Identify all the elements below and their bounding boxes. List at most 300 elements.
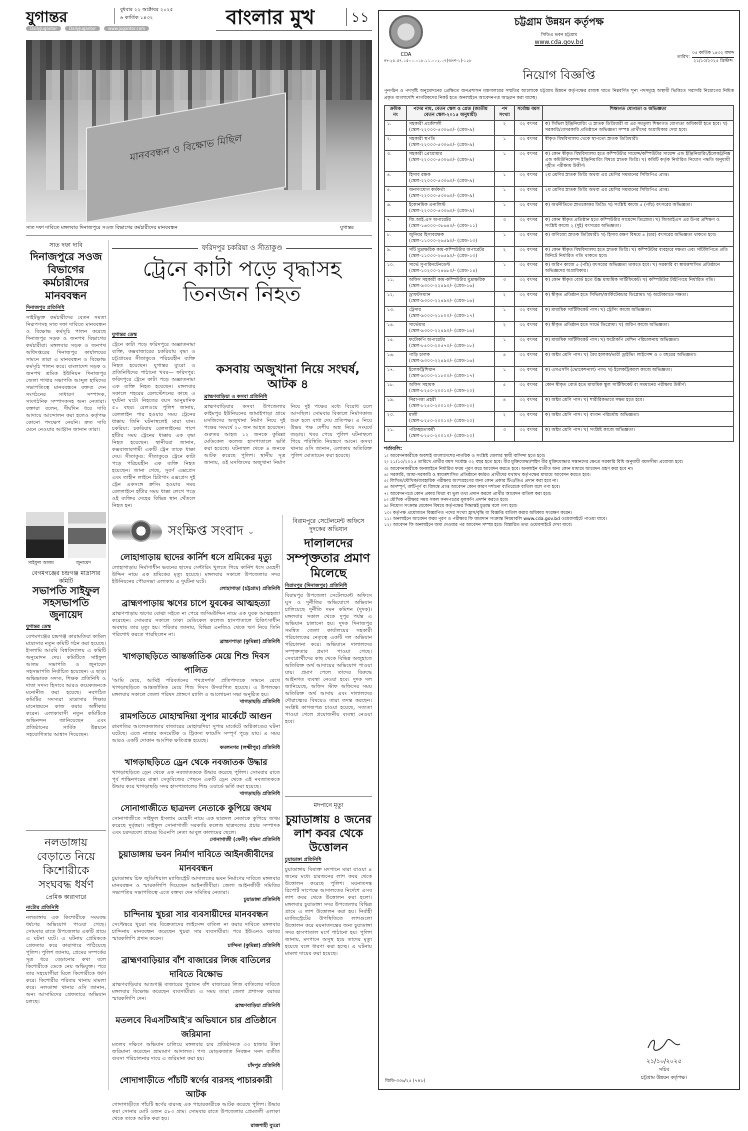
brief-item xyxy=(112,1074,280,1131)
qualification: ক) অষ্টম শ্রেণি পাস। খ) বৈধ হালকা/ভারী ড্রাইভিং লাইসেন্স ও ৩ বছরের অভিজ্ঞতা। xyxy=(543,352,734,367)
qualification: ক) অষ্টম শ্রেণি পাস। খ) শারীরিকভাবে সক্ষম হতে হবে। xyxy=(543,397,734,412)
max-age: ৩২ বৎসর xyxy=(515,187,543,202)
max-age: ৩২ বৎসর xyxy=(515,322,543,337)
byline: দিনাজপুর প্রতিনিধি xyxy=(26,305,65,311)
banner-text: মানববন্ধন ও বিক্ষোভ মিছিল xyxy=(129,133,243,164)
person-name-1: সাইফুল আলম xyxy=(28,561,54,566)
brief-title[interactable]: ব্রাহ্মণপাড়ায় ঋণের চাপে যুবকের আত্মহত্যা xyxy=(121,599,271,609)
max-age: ৩২ বৎসর xyxy=(515,202,543,217)
signature-date: ২১/১০/২০২৫ xyxy=(646,1058,682,1065)
serial: ১. xyxy=(385,121,407,136)
pay-scale: (স্কেল-৯৩০০-২২৪৯০/- (গ্রেড-১৬) xyxy=(409,284,475,289)
serial: ৬. xyxy=(385,202,407,217)
briefs-title: সংক্ষিপ্ত সংবাদ xyxy=(168,523,244,539)
vacancy-row xyxy=(385,187,734,202)
brief-item xyxy=(112,551,280,594)
lead-story xyxy=(112,242,372,311)
post xyxy=(407,367,495,382)
byline: বিরামপুর (দিনাজপুর) প্রতিনিধি xyxy=(285,583,348,589)
brief-title[interactable]: গোদাগাড়ীতে পাঁচটি স্বর্ণের বারসহ পাচারকারী আটক xyxy=(119,1076,273,1100)
qualification: ২য় শ্রেণির স্নাতক ডিগ্রি অথবা এর শ্রেণির সমমানের সিজিপিএ প্রাপ্ত। xyxy=(543,172,734,187)
brief-source: খাগড়াছড়ি প্রতিনিধি xyxy=(239,699,280,705)
serial: ৩. xyxy=(385,151,407,172)
vacancy-row xyxy=(385,202,734,217)
signatory-org: চট্টগ্রাম উন্নয়ন কর্তৃপক্ষ। xyxy=(640,1075,688,1081)
twitter-handle[interactable]: DailyJugantor xyxy=(26,26,61,31)
brief-body: 'আমি মেয়ে, আমিই পরিবর্তনের পথপ্রদর্শক' প্রতিপাদ্যকে সামনে রেখে খাগড়াছড়িতে আন্তর্জাতিক মেয়ে শিশু দিবস উদযাপিত হয়েছে। এ উপলক্ষ্যে মঙ্গলবার সকালে জেলা পরিষদ প্রাঙ্গণে র‌্যালি ও আলোচনা সভা অনুষ্ঠিত হয়। xyxy=(112,678,280,698)
headline[interactable]: নলডাঙ্গায় বেড়াতে নিয়ে কিশোরীকে সংঘবদ্ধ ধর্ষণ xyxy=(36,836,96,891)
qualification: ক) কোন স্বীকৃত প্রতিষ্ঠান হতে কম্পিউটার সায়েন্সে ডিপ্লোমা। খ) জিআইএস এর উপর প্রশিক্ষণ ও সংশ্লিষ্ট কাজে ২ (দুই) বৎসরের অভিজ্ঞতা। xyxy=(543,217,734,232)
vacancy-row xyxy=(385,397,734,412)
post-count: ২ xyxy=(495,247,515,262)
byline: চুয়াডাঙ্গা প্রতিনিধি xyxy=(285,857,322,863)
pay-scale: (স্কেল-৯৩০০-২২৪৯০/- (গ্রেড-১৬) xyxy=(409,329,475,334)
website-link[interactable]: www.jugantor.com xyxy=(104,26,149,31)
vacancy-row xyxy=(385,121,734,136)
vacancy-row xyxy=(385,151,734,172)
brief-title[interactable]: খাগড়াছড়িতে ড্রেন থেকে নবজাতক উদ্ধার xyxy=(124,758,268,768)
brief-body: সেপ্টেম্বরে খুচরা সার বিক্রেতাদের লাইসেন্স বাতিল না করার দাবিতে মঙ্গলবার চান্দিনায় মানববন্ধন করেছেন খুচরা সার ব্যবসায়ীরা। পরে ইউএনও বরাবর স্মারকলিপি প্রদান করেন। xyxy=(112,922,280,942)
brief-title[interactable]: লোহাগাড়ায় ছাদের কার্নিশ ধসে শ্রমিকের মৃত্যু xyxy=(120,553,272,563)
qualification: ক) জরিপ কাজে ৫ (পাঁচ) বৎসরের অভিজ্ঞতা থাকতে হবে। খ) সরকারি বা স্বায়ত্তশাসিত প্রতিষ্ঠানে অভিজ্ঞদের অগ্রাধিকার। xyxy=(543,262,734,277)
article-body: চুয়াডাঙ্গায় বিষাক্ত মদপানে মারা যাওয়া ৪ জনের মধ্যে চারজনের লাশ কবর থেকে উত্তোলন করেছে পুলিশ। ময়নাতদন্ত রিপোর্ট সাপেক্ষে আদালতের নির্দেশে এসব লাশ কবর থেকে উত্তোলন করা হলো। মঙ্গলবার চুয়াডাঙ্গা সদর উপজেলার বিভিন্ন গ্রামে এ লাশ উত্তোলন করা হয়। নির্বাহী ম্যাজিস্ট্রেটের উপস্থিতিতে লাশগুলো উত্তোলন করে ময়নাতদন্তের জন্য চুয়াডাঙ্গা সদর হাসপাতাল মর্গে পাঠানো হয়। পুলিশ জানায়, মদপানে অসুস্থ হয়ে তাদের মৃত্যু হয়েছে বলে ধারণা করা হচ্ছে। এ ঘটনায় মামলা দায়ের করা হয়েছে। xyxy=(285,867,372,957)
qualification: ক) কোন স্বীকৃত বিশ্ববিদ্যালয় হতে স্নাতক ডিগ্রি। খ) কম্পিউটার ব্যবহারে দক্ষতা এবং সাঁটলিপিতে প্রতি মিনিটে নির্ধারিত গতি থাকতে হবে। xyxy=(543,247,734,262)
brief-item xyxy=(112,597,280,647)
post-name: সাঁট মুদ্রাক্ষরিক কাম-কম্পিউটার অপারেটর xyxy=(409,248,485,253)
condition-item: ৩। আবেদনকারীকে অনলাইনে নির্ধারিত ফরম পূরণ করে আবেদন করতে হবে। অনলাইন ব্যতীত অন্য কোন মাধ্যমে আবেদন গ্রহণ করা হবে না। xyxy=(384,466,634,472)
condition-item: ৬। অসম্পূর্ণ, ত্রুটিপূর্ণ বা বিলম্বে প্রাপ্ত আবেদন কোন কারণ দর্শানো ব্যতিরেকে বাতিল বলে গণ্য হবে। xyxy=(384,485,561,491)
max-age: ৩২ বৎসর xyxy=(515,382,543,397)
qualification: ক) স্বীকৃত প্রতিষ্ঠান হতে সার্ভে ডিপ্লোমা। খ) জরিপ কাজে অভিজ্ঞতা। xyxy=(543,322,734,337)
brief-title[interactable]: মতলবে বিএসটিআই'র অভিযানে চার প্রতিষ্ঠানে জরিমানা xyxy=(115,1016,277,1040)
post-name: মালী xyxy=(409,413,418,418)
qualification: ক) মাধ্যমিক সার্টিফিকেট পাস। খ) ট্রেসিং কাজে অভিজ্ঞতা। xyxy=(543,307,734,322)
page-number: ১১ xyxy=(351,10,370,26)
story-naldanga xyxy=(26,836,106,1090)
post-name: পরিচ্ছন্নতাকর্মী xyxy=(409,428,435,433)
pen-icon xyxy=(112,524,162,540)
post-name: সার্ভে সুপারিনটেনডেন্ট xyxy=(409,263,451,268)
article-body: ট্রেনে কাটা পড়ে ফরিদপুরে অজ্ঞাতনামা ব্যক্তি, কক্সবাজারের চকরিয়ায় বৃদ্ধা ও চট্টগ্রামের সীতাকুণ্ডে পরিচয়হীন ব্যক্তি নিহত হয়েছেন। যুগান্তর ব্যুরো ও প্রতিনিধিদের পাঠানো খবর— ফরিদপুর: ফরিদপুরে ট্রেনে কাটা পড়ে অজ্ঞাতনামা এক ব্যক্তি নিহত হয়েছেন। মঙ্গলবার সকালে শহরের রেলস্টেশনের কাছে এ দুর্ঘটনা ঘটে। নিহতের বয়স আনুমানিক ৫০ বছর। রেলওয়ে পুলিশ জানায়, রেললাইন পার হওয়ার সময় ট্রেনের ধাক্কায় তিনি ঘটনাস্থলেই মারা যান। চকরিয়া: চকরিয়ায় রেললাইনের পাশে হাঁটার সময় ট্রেনের ধাক্কায় এক বৃদ্ধা নিহত হয়েছেন। স্থানীয়রা জানান, কক্সবাজারগামী একটি ট্রেন তাকে ধাক্কা দেয়। সীতাকুণ্ড: সীতাকুণ্ডে ট্রেনে কাটা পড়ে পরিচয়হীন এক ব্যক্তি নিহত হয়েছেন। জানা গেছে, সুবর্ণ এক্সপ্রেস এবং তাহীন লাইনে চিটাগাং এক্সপ্রেস দুই ট্রেন একসঙ্গে ক্রসিং হওয়ার সময় রেললাইনে হাঁটার সময় ধাক্কা লেগে পড়ে ওই ব্যক্তির দেহের বিভিন্ন স্থান থেঁতলে নিহত হন। xyxy=(112,342,196,509)
post-count: ৫ xyxy=(495,382,515,397)
signature xyxy=(619,1037,709,1083)
condition-item: ৫। লিখিত/মৌখিক/ব্যবহারিক পরীক্ষায় অংশগ্রহণের জন্য কোন প্রকার টিএ/ডিএ প্রদান করা হবে না। xyxy=(384,479,558,485)
post-name: সহকারী স্থপতি xyxy=(409,137,436,142)
qualification: ক) স্বীকৃত প্রতিষ্ঠান হতে সিভিল/আর্কিটেকচার ডিপ্লোমা। খ) অটোক্যাডে দক্ষতা। xyxy=(543,292,734,307)
byline: যুগান্তর ডেস্ক xyxy=(26,624,51,630)
pay-scale: (স্কেল-৮২৫০-২০০১০/- (গ্রেড-২০) xyxy=(409,404,475,409)
brief-title[interactable]: খাগড়াছড়িতে আন্তর্জাতিক মেয়ে শিশু দিবস পালিত xyxy=(122,652,270,676)
post-count: ৩ xyxy=(495,277,515,292)
org-website[interactable]: www.cda.gov.bd xyxy=(534,39,584,46)
post xyxy=(407,322,495,337)
headline[interactable]: কসবায় অজুখানা নিয়ে সংঘর্ষ, আটক ৪ xyxy=(216,362,360,391)
pay-scale: (স্কেল-৮২৫০-২০০১০/- (গ্রেড-২০) xyxy=(409,389,475,394)
condition-item: ১। আবেদনকারীকে অবশ্যই বাংলাদেশের নাগরিক ও সংশ্লিষ্ট জেলার স্থায়ী বাসিন্দা হতে হবে। xyxy=(384,454,546,459)
pay-scale: (স্কেল-২২০০০-৫৩০৬০/- (গ্রেড-৯) xyxy=(409,143,475,148)
vacancy-table xyxy=(384,105,734,442)
cda-logo: CDA xyxy=(389,15,423,49)
post-count: ২ xyxy=(495,292,515,307)
brief-source: চাঁদপুর প্রতিনিধি xyxy=(247,1063,280,1069)
max-age: ৩২ বৎসর xyxy=(515,217,543,232)
vacancy-row xyxy=(385,307,734,322)
post-count: ২ xyxy=(495,121,515,136)
pay-scale: (স্কেল-২২০০০-৫৩০৬০/- (গ্রেড-৯) xyxy=(409,209,475,214)
serial: ৫. xyxy=(385,187,407,202)
pay-scale: (স্কেল-১১০০০-২৬৫৯০/- (গ্রেড-১৩) xyxy=(409,239,478,244)
person-name-2: জুনায়েদ xyxy=(76,561,91,566)
col-post: পদের নাম, বেতন স্কেল ও গ্রেড (জাতীয় বেতন স্কেল-২০১৫ অনুযায়ী) xyxy=(407,106,495,121)
post xyxy=(407,151,495,172)
pay-scale: (স্কেল-২২০০০-৫৩০৬০/- (গ্রেড-৯) xyxy=(409,128,475,133)
post-name: ইলেকট্রিশিয়ান xyxy=(409,368,436,373)
max-age: ৩২ বৎসর xyxy=(515,307,543,322)
brief-body: মতলব দক্ষিণে অভিযান চালিয়ে মঙ্গলবার চার প্রতিষ্ঠানকে ৩৩ হাজার টাকা জরিমানা করেছেন ভ্রাম্যমাণ আদালত। পণ্য মোড়কজাত নিবন্ধন সনদ ব্যতীত ব্যবসা পরিচালনার দায়ে এ জরিমানা করা হয়। xyxy=(112,1042,280,1062)
post-count: ১ xyxy=(495,232,515,247)
post-name: জি.আই.এস অপারেটর xyxy=(409,218,451,223)
pay-scale: (স্কেল-৯৩০০-২২৪৯০/- (গ্রেড-১৬) xyxy=(409,299,475,304)
serial: ১৩. xyxy=(385,307,407,322)
pay-scale: (স্কেল-৯০০০-২১৮০০/- (গ্রেড-১৭) xyxy=(409,314,475,319)
pay-scale: (স্কেল-৯৩০০-২২৪৯০/- (গ্রেড-১৬) xyxy=(409,359,475,364)
qualification: ক) অষ্টম শ্রেণি পাস। খ) বাগান পরিচর্যায় অভিজ্ঞতা। xyxy=(543,412,734,427)
issue-date: বুধবার ২২ অক্টোবর ২০২৫ xyxy=(120,7,174,13)
lead-headline[interactable]: ট্রেনে কাটা পড়ে বৃদ্ধাসহ তিনজন নিহত xyxy=(142,257,342,306)
vacancy-row xyxy=(385,172,734,187)
vacancy-row xyxy=(385,247,734,262)
brief-item xyxy=(112,802,280,845)
post xyxy=(407,292,495,307)
qualification: ক) এসএসসি (ভোকেশনাল) পাস। খ) ইলেকট্রিক্যাল কাজে অভিজ্ঞতা। xyxy=(543,367,734,382)
max-age: ৩২ বৎসর xyxy=(515,151,543,172)
post xyxy=(407,172,495,187)
post-name: অফিস সহকারী কাম-কম্পিউটার মুদ্রাক্ষরিক xyxy=(409,278,486,283)
issue-date-bn: ৬ কার্তিক ১৪৩২ xyxy=(120,15,154,21)
post xyxy=(407,187,495,202)
headline[interactable]: দালালদের সম্পৃক্ততার প্রমাণ মিলেছে xyxy=(286,536,371,580)
brief-body: গোদাগাড়ীতে পাঁচটি স্বর্ণের বারসহ এক পাচারকারীকে আটক করেছে পুলিশ। উদ্ধার করা সোনার মোট ওজন ৫৮৩ গ্রাম। সোমবার রাতে উপজেলার প্রেমতলী এলাকা থেকে তাকে আটক করা হয়। xyxy=(112,1102,280,1122)
post-count: ২ xyxy=(495,322,515,337)
condition-item: ৯। নিয়োগ সংক্রান্ত যেকোন বিষয়ে কর্তৃপক্ষের সিদ্ধান্তই চূড়ান্ত বলে গণ্য হবে। xyxy=(384,504,518,510)
post xyxy=(407,412,495,427)
pay-scale: (স্কেল-২২০০০-৫৩০৬০/- (গ্রেড-৯) xyxy=(409,158,475,163)
briefs-list xyxy=(112,548,280,1129)
date-en: ২১/১০/২০২৫ খ্রিস্টাব্দ xyxy=(693,59,733,64)
brief-title[interactable]: চুয়াডাঙ্গায় ভবন নির্মাণ দাবিতে আইনজীবীদের মানববন্ধন xyxy=(118,850,274,874)
post-name: অফিস সহায়ক xyxy=(409,383,435,388)
serial: ১৮. xyxy=(385,382,407,397)
byline: যুগান্তর ডেস্ক xyxy=(112,332,137,338)
max-age: ৩২ বৎসর xyxy=(515,427,543,442)
byline: ব্রাহ্মণবাড়িয়া ও কসবা প্রতিনিধি xyxy=(204,394,268,400)
qualification: ক) কোন স্বীকৃত বোর্ড হতে উচ্চ মাধ্যমিক সার্টিফিকেট। খ) কম্পিউটার টাইপিংয়ে নির্ধারিত গতি। xyxy=(543,277,734,292)
max-age: ৩২ বৎসর xyxy=(515,352,543,367)
brief-source: চুয়াডাঙ্গা প্রতিনিধি xyxy=(243,897,280,903)
serial: ২০. xyxy=(385,412,407,427)
post xyxy=(407,247,495,262)
serial: ১১. xyxy=(385,277,407,292)
article-body: নলডাঙ্গায় এক কিশোরীকে সংঘবদ্ধ ধর্ষণের অভিযোগ পাওয়া গেছে। সোমবার রাতে উপজেলার একটি গ্রামে এ ঘটনা ঘটে। এ ঘটনায় প্রেমিককে গ্রেফতার করে কারাগারে পাঠিয়েছে পুলিশ। পুলিশ জানায়, প্রেমের সম্পর্কের সূত্র ধরে বেড়ানোর কথা বলে কিশোরীকে ডেকে নেয় অভিযুক্ত। পরে তার সহযোগীরা মিলে কিশোরীকে ধর্ষণ করে। কিশোরীর পরিবার থানায় মামলা করে। নলডাঙ্গা থানার ওসি জানান, অন্য আসামিদের গ্রেফতারে অভিযান চলছে। xyxy=(26,915,106,1005)
vacancy-row xyxy=(385,277,734,292)
serial: ৭. xyxy=(385,217,407,232)
article-body: ব্রাহ্মণবাড়িয়ার কসবা উপজেলার কাইমপুর ইউনিয়নের জামাইপাড়া গ্রামে মসজিদের অজুখানা নির্মাণ নিয়ে দুই পক্ষের সংঘর্ষে ২০ জন আহত হয়েছেন। গুরুতর আহত ১২ জনকে কুমিল্লা মেডিকেল কলেজ হাসপাতালে ভর্তি করা হয়েছে। ঘটনাস্থল থেকে ৪ জনকে আটক করেছে পুলিশ। স্থানীয় সূত্র জানায়, ওই মসজিদের অজুখানা নির্মাণ নিয়ে দুই পক্ষের মধ্যে বিরোধ চলে আসছিল। সোমবার বিকালে নির্মাণকাজ শুরু হলে বাধা দেয় প্রতিপক্ষ। এ নিয়ে উভয় পক্ষ দেশীয় অস্ত্র নিয়ে সংঘর্ষে জড়ায়। খবর পেয়ে পুলিশ ঘটনাস্থলে গিয়ে পরিস্থিতি নিয়ন্ত্রণে আনে। কসবা থানার ওসি জানান, এলাকায় অতিরিক্ত পুলিশ মোতায়েন করা হয়েছে। xyxy=(204,404,372,466)
brief-item xyxy=(112,650,280,707)
post xyxy=(407,337,495,352)
vacancy-row xyxy=(385,262,734,277)
signatory-title: সচিব xyxy=(658,1067,670,1073)
pay-scale: (স্কেল-৮২৫০-২০০১০/- (গ্রেড-২০) xyxy=(409,434,475,439)
brief-item xyxy=(112,1014,280,1071)
max-age: ৩২ বৎসর xyxy=(515,262,543,277)
post-count: ১ xyxy=(495,202,515,217)
kicker: বিরামপুরে সেটেলমেন্ট অফিসে দুদকের অভিযান xyxy=(292,518,365,533)
qualification: ক) সিভিল ইঞ্জিনিয়ারিং এ স্নাতক ডিগ্রিধারী বা এর সমতুল্য শিক্ষাগত যোগ্যতা অধিকারী হতে হবে। খ) সরকারি/বেসরকারি প্রতিষ্ঠানে অভিজ্ঞতা সম্পন্ন প্রার্থীদের অগ্রাধিকার দেয়া হবে। xyxy=(543,121,734,136)
serial: ১৪. xyxy=(385,322,407,337)
post-name: গাড়ি চালক xyxy=(409,353,430,358)
post-count: ২ xyxy=(495,412,515,427)
story-chuadanga xyxy=(285,800,372,1090)
post-name: হিসাব রক্ষক xyxy=(409,173,431,178)
post xyxy=(407,217,495,232)
post-count: ৩ xyxy=(495,217,515,232)
post xyxy=(407,202,495,217)
newspaper-logo: যুগান্তর xyxy=(26,8,68,26)
pay-scale: (স্কেল-১৬০০০-৩৮৬৪০/- (গ্রেড-১১) xyxy=(409,224,478,229)
qualification: ২য় শ্রেণির স্নাতক ডিগ্রি অথবা এর শ্রেণির সমমানের সিজিপিএ প্রাপ্ত। xyxy=(543,187,734,202)
post-name: ফটোকপি অপারেটর xyxy=(409,338,445,343)
col-serial: ক্রমিক নং xyxy=(385,106,407,121)
date-label: তারিখ: xyxy=(677,55,690,60)
pay-scale: (স্কেল-১১০০০-২৬৫৯০/- (গ্রেড-১৩) xyxy=(409,254,478,259)
post-count: ১ xyxy=(495,136,515,151)
max-age: ৩২ বৎসর xyxy=(515,412,543,427)
vacancy-row xyxy=(385,427,734,442)
photo-caption: সাত দফা দাবিতে মঙ্গলবার দিনাজপুরে সওজ বিভাগের কর্মচারীদের মানববন্ধন xyxy=(26,225,178,231)
brief-body: ব্রাহ্মণবাড়িয়ার আশুগঞ্জ বাজারের পুরাতন বাঁশ বাজারের লিজ বাতিলের দাবিতে মঙ্গলবার বিক্ষোভ করেছেন ব্যবসায়ীরা। এ সময় তারা জেলা প্রশাসক বরাবর স্মারকলিপি দেন। xyxy=(112,982,280,1002)
condition-item: ৪। সরকারি, আধা-সরকারি ও স্বায়ত্তশাসিত প্রতিষ্ঠানে কর্মরত প্রার্থীদের যথাযথ কর্তৃপক্ষের মাধ্যমে আবেদন করতে হবে। xyxy=(384,472,591,478)
qualification: ক) বাণিজ্যে স্নাতক ডিগ্রিধারী। খ) হিসাব রক্ষণ বিষয়ে ৪ (চার) বৎসরের অভিজ্ঞতা থাকতে হবে। xyxy=(543,232,734,247)
kicker: মদপানে মৃত্যু xyxy=(313,802,344,809)
serial: ৪. xyxy=(385,172,407,187)
memo-number: নং-২৫.৫৭.১৫০০.০১৮.১১.০০২.০৭(অংশ-১)-১২৮ xyxy=(384,58,472,63)
post-name: ড্রাফটসম্যান xyxy=(409,293,431,298)
post-name: সার্ভেয়ার xyxy=(409,323,426,328)
subhead: প্রেমিক কারাগারে xyxy=(45,894,87,901)
max-age: ৩২ বৎসর xyxy=(515,337,543,352)
vacancy-row xyxy=(385,412,734,427)
condition-item: ১১। অনলাইনে আবেদন ফরম পূরণ ও পরীক্ষার ফি জমাদান সংক্রান্ত নিয়মাবলি www.cda.gov.bd ওয়েবসাইটে পাওয়া যাবে। xyxy=(384,516,607,522)
condition-item: ৮। মৌখিক পরীক্ষার সময় সকল সনদপত্রের মূলকপি প্রদর্শন করতে হবে। xyxy=(384,498,509,504)
post xyxy=(407,262,495,277)
kicker: ফরিদপুর চকরিয়া ও সীতাকুণ্ড xyxy=(201,244,283,252)
condition-item: ২। ২১/১০/২০২৫ তারিখে প্রার্থীর বয়স সর্বোচ্চ ৩২ বছর হতে হবে। বীর মুক্তিযোদ্ধা/শহিদ বীর মুক্তিযোদ্ধার সন্তানদের ক্ষেত্রে সরকারি বিধি অনুযায়ী বয়সসীমা প্রযোজ্য হবে। xyxy=(384,460,684,466)
post-name: জুনিয়র হিসাবরক্ষক xyxy=(409,233,444,238)
briefs-banner xyxy=(112,518,280,546)
max-age: ৩২ বৎসর xyxy=(515,232,543,247)
post-count: ১ xyxy=(495,337,515,352)
notice-intro: পুনর্গঠন ও পদসৃষ্টি অনুমোদনের প্রেক্ষিতে জনপ্রশাসন মন্ত্রণালয়ের সম্মতির আলোকে চট্টগ্রাম উন্নয়ন কর্তৃপক্ষের রাজস্ব খাতে নিম্নবর্ণিত শূন্য পদসমূহে অস্থায়ী ভিত্তিতে সরাসরি নিয়োগের নিমিত্ত প্রকৃত বাংলাদেশি নাগরিকদের নিকট হতে অনলাইনে আবেদনপত্র আহ্বান করা যাচ্ছে। xyxy=(384,89,734,101)
post-count: ১ xyxy=(495,367,515,382)
notice-title: নিয়োগ বিজ্ঞপ্তি xyxy=(522,68,596,82)
post-name: ইকোনমিক এনালিস্ট xyxy=(409,203,446,208)
serial: ৮. xyxy=(385,232,407,247)
article-body: সাইটভুক্ত কর্মচারীদের বেতন সমতা নিরূপণসহ সাত দফা দাবিতে মানববন্ধন ও বিক্ষোভ কর্মসূচি পালন করেছে দিনাজপুর সড়ক ও জনপথ বিভাগের কর্মচারীরা। মঙ্গলবার সড়ক ও জনপথ অধিদপ্তরের দিনাজপুর কার্যালয়ের সামনে তারা এ মানববন্ধন ও বিক্ষোভ কর্মসূচি পালন করে। বাংলাদেশ সড়ক ও জনপথ শ্রমিক ইউনিয়ন দিনাজপুর জেলা শাখার সভাপতি আব্দুল হামিদের সভাপতিত্বে মানববন্ধনে বক্তব্য দেন সংগঠনের সাধারণ সম্পাদক, সাংগঠনিক সম্পাদকসহ অন্য নেতারা। বক্তারা বলেন, দীর্ঘদিন ধরে দাবি আদায়ে আন্দোলন করা হলেও কর্তৃপক্ষ কোনো পদক্ষেপ নেয়নি। দ্রুত দাবি মেনে নেওয়ার আহ্বান জানান তারা। xyxy=(26,315,106,433)
gd-code: জিডি-৩৩৬/২৫ (৭×৮) xyxy=(385,1079,426,1084)
max-age: ৩২ বৎসর xyxy=(515,397,543,412)
job-notice xyxy=(378,10,740,1090)
photo-credit: যুগান্তর xyxy=(340,225,354,231)
brief-item xyxy=(112,954,280,1011)
signature-scribble xyxy=(644,1038,684,1052)
max-age: ৩২ বৎসর xyxy=(515,121,543,136)
col-age: সর্বোচ্চ বয়স xyxy=(515,106,543,121)
post-count: ১ xyxy=(495,307,515,322)
story-begumganj xyxy=(26,570,106,825)
org-sub: সিডিএ ভবন চট্টগ্রাম xyxy=(540,33,578,38)
post-count: ১ xyxy=(495,151,515,172)
qualification: কোন স্বীকৃত বোর্ড হতে মাধ্যমিক স্কুল সার্টিফিকেট বা সমমানের পরীক্ষায় উত্তীর্ণ। xyxy=(543,382,734,397)
brief-body: ব্রাহ্মণপাড়ায় ঋণের বোঝা সইতে না পেরে জসিমউদ্দিন নামে এক যুবক আত্মহত্যা করেছেন। সোমবার সকালে ঢাকা মেডিকেল কলেজ হাসপাতালে চিকিৎসাধীন অবস্থায় তার মৃত্যু হয়। পরিবার জানায়, বিভিন্ন এনজিও থেকে ঋণ নিয়ে তিনি পরিশোধ করতে পারছিলেন না। xyxy=(112,611,280,638)
vacancy-row xyxy=(385,382,734,397)
col-qualification: শিক্ষাগত যোগ্যতা ও অভিজ্ঞতা xyxy=(543,106,734,121)
qualification: ক) অষ্টম শ্রেণি পাস। খ) সংশ্লিষ্ট কাজে অভিজ্ঞতা। xyxy=(543,427,734,442)
qualification: ক) কোন স্বীকৃত বিশ্ববিদ্যালয় হতে কম্পিউটার সায়েন্স/কম্পিউটার সায়েন্স এন্ড ইঞ্জিনিয়ারিং/ইলেকট্রনিক্স এন্ড কমিউনিকেশন্স ইঞ্জিনিয়ারিং বিষয়ে স্নাতক ডিগ্রি। খ) কমিটি কর্তৃক নির্ধারিত নিয়োগ পদ্ধতি অনুযায়ী গৃহীত পরীক্ষায় উত্তীর্ণ। xyxy=(543,151,734,172)
headline[interactable]: সভাপতি সাইফুল সহসভাপতি জুনায়েদ xyxy=(32,586,100,621)
qualification: স্বীকৃত বিশ্ববিদ্যালয় থেকে স্থাপত্যে স্নাতক ডিগ্রিধারী। xyxy=(543,136,734,151)
chevron-down-icon: ⌄ xyxy=(247,527,255,537)
post-count: ৩ xyxy=(495,427,515,442)
article-body: বিরামপুর উপজেলা সেটেলমেন্ট অফিসে ঘুস ও দুর্নীতির অভিযোগে অভিযান চালিয়েছে দুর্নীতি দমন কমিশন (দুদক)। মঙ্গলবার সকাল থেকে দুপুর পর্যন্ত এ অভিযান চালানো হয়। দুদক দিনাজপুর সমন্বিত জেলা কার্যালয়ের সহকারী পরিচালকের নেতৃত্বে একটি দল অভিযান পরিচালনা করে। অভিযানে দালালদের সম্পৃক্ততার প্রমাণ পাওয়া গেছে। সেবাপ্রার্থীদের কাছ থেকে বিভিন্ন অজুহাতে অতিরিক্ত অর্থ আদায়ের অভিযোগ পাওয়া যায়। প্রমাণ পেলে তাদের বিরুদ্ধে আইনগত ব্যবস্থা নেওয়া হবে। দুদক দল জানিয়েছে, অফিস স্টাফ অফিসের সময় অতিরিক্ত অর্থ আদায় এবং দালালদের দৌরাত্ম্যের বিষয়েও তারা তদন্ত করছেন। সংশ্লিষ্ট কাগজপত্র চাওয়া হয়েছে, সত্যতা পাওয়া গেলে প্রয়োজনীয় ব্যবস্থা নেওয়া হবে। xyxy=(285,593,372,725)
qualification: ক) অর্থনীতিতে স্নাতকোত্তর ডিগ্রি। খ) সংশ্লিষ্ট কাজে ৫ (পাঁচ) বৎসরের অভিজ্ঞতা। xyxy=(543,202,734,217)
story-kasba xyxy=(200,362,372,507)
post-count: ৪ xyxy=(495,352,515,367)
condition-item: ১২। আবেদন ফি অনলাইনে জমা দেওয়ার পর আবেদন সম্পন্ন হবে। বিস্তারিত তথ্য ওয়েবসাইটে দেখা যাবে। xyxy=(384,523,573,529)
col-count: পদ সংখ্যা xyxy=(495,106,515,121)
vacancy-row xyxy=(385,337,734,352)
post xyxy=(407,382,495,397)
post xyxy=(407,121,495,136)
brief-body: খাগড়াছড়িতে ড্রেন থেকে এক নবজাতককে উদ্ধার করেছে পুলিশ। সোমবার রাতে পূর্ব শান্তিনগরের রাস্তা সেতুবিজের পেছনে একটি ড্রেন থেকে এই নবজাতককে উদ্ধার করে খাগড়াছড়ি সদর হাসপাতালের শিশু ওয়ার্ডে ভর্তি করা হয়েছে। xyxy=(112,770,280,790)
serial: ১৬. xyxy=(385,352,407,367)
brief-source: চান্দিনা (কুমিল্লা) প্রতিনিধি xyxy=(227,943,280,949)
section-title: বাংলার মুখ xyxy=(226,5,315,29)
vacancy-row xyxy=(385,367,734,382)
pay-scale: (স্কেল-১০২০০-২৪৬৮০/- (গ্রেড-১৪) xyxy=(409,269,478,274)
conditions-list xyxy=(384,454,734,530)
date-bn: ০৫ কার্তিক ১৪৩২ বঙ্গাব্দ xyxy=(691,51,734,56)
article-body: বেগমগঞ্জের চন্দ্রগঞ্জ কারামতিয়া কামিল মাদ্রাসার নতুন কমিটি গঠন করা হয়েছে। ইসলামি আরবি বিশ্ববিদ্যালয় এ কমিটি অনুমোদন দেয়। কমিটিতে সাইফুল আলম সভাপতি ও জুনায়েদ সহসভাপতি নির্বাচিত হয়েছেন। এ ছাড়া অভিভাবক সদস্য, শিক্ষক প্রতিনিধি ও দাতা সদস্য হিসাবে আরও কয়েকজনকে মনোনীত করা হয়েছে। নবগঠিত কমিটির সদস্যরা মাদ্রাসার শিক্ষার মানোন্নয়নে কাজ করার অঙ্গীকার করেন। এলাকাবাসী নতুন কমিটিকে অভিনন্দন জানিয়েছেন এবং প্রতিষ্ঠানের সার্বিক উন্নয়নে সহযোগিতার আশ্বাস দিয়েছেন। xyxy=(26,634,106,738)
brief-body: সোনাগাজীতে সাইফুল ইসলাম মেহেদী নামে এক ছাত্রদল নেতাকে কুপিয়ে জখম করেছে দুর্বৃত্তরা। সাইফুল সোনাগাজী সরকারি কলেজ ছাত্রদলের প্রচার সম্পাদক এবং চরদরবেশ গ্রামের বিএনপি নেতা আবুল কালামের ছেলে। xyxy=(112,816,280,836)
post xyxy=(407,352,495,367)
person-photo-1 xyxy=(26,512,64,558)
brief-source: লোহাগাড়া (চট্টগ্রাম) প্রতিনিধি xyxy=(219,586,280,592)
brief-source: রাজশাহী ব্যুরো xyxy=(250,1123,280,1129)
serial: ১৭. xyxy=(385,367,407,382)
headline[interactable]: চুয়াডাঙ্গায় ৪ জনের লাশ কবর থেকে উত্তোলন xyxy=(285,813,372,854)
max-age: ৩২ বৎসর xyxy=(515,277,543,292)
brief-item xyxy=(112,848,280,905)
story-dinajpur xyxy=(26,240,106,505)
post xyxy=(407,277,495,292)
post xyxy=(407,136,495,151)
max-age: ৩২ বৎসর xyxy=(515,367,543,382)
post-name: নিরাপত্তা প্রহরী xyxy=(409,398,436,403)
kicker: বেগমগঞ্জের চন্দ্রগঞ্জ মাদ্রাসার কমিটি xyxy=(31,570,101,585)
max-age: ৩২ বৎসর xyxy=(515,136,543,151)
pay-scale: (স্কেল-৯০০০-২১৮০০/- (গ্রেড-১৭) xyxy=(409,374,475,379)
post xyxy=(407,307,495,322)
vacancy-row xyxy=(385,217,734,232)
byline: নাটোর প্রতিনিধি xyxy=(26,905,59,911)
brief-source: সোনাগাজী (ফেনী) দক্ষিণ প্রতিনিধি xyxy=(209,837,280,843)
serial: ১৯. xyxy=(385,397,407,412)
brief-title[interactable]: সোনাগাজীতে ছাত্রদল নেতাকে কুপিয়ে জখম xyxy=(120,804,272,814)
brief-source: ব্রাহ্মণবাড়িয়া প্রতিনিধি xyxy=(234,1003,280,1009)
brief-item xyxy=(112,710,280,753)
person-photo-2 xyxy=(68,512,106,558)
brief-body: লোহাগাড়ায় নির্মাণাধীন ভবনের ছাদের সেন্টারিং খুলতে গিয়ে কার্নিশ ধসে মেহেদী উদ্দিন নামে এক শ্রমিকের মৃত্যু হয়েছে। মঙ্গলবার সকালে উপজেলার সদর ইউনিয়নের পৌরসভা এলাকায় এ দুর্ঘটনা ঘটে। xyxy=(112,565,280,585)
max-age: ৩২ বৎসর xyxy=(515,247,543,262)
post-count: ১ xyxy=(495,187,515,202)
serial: ১০. xyxy=(385,262,407,277)
pay-scale: (স্কেল-২২০০০-৫৩০৬০/- (গ্রেড-৯) xyxy=(409,194,475,199)
headline[interactable]: দিনাজপুরে সওজ বিভাগের কর্মচারীদের মানববন্ধন xyxy=(29,251,103,302)
org-name: চট্টগ্রাম উন্নয়ন কর্তৃপক্ষ xyxy=(514,17,604,28)
post-name: জনসংযোগ কর্মকর্তা xyxy=(409,188,445,193)
serial: ২১. xyxy=(385,427,407,442)
brief-title[interactable]: চান্দিনায় খুচরা সার ব্যবসায়ীদের মানববন্ধন xyxy=(123,910,269,920)
brief-item xyxy=(112,908,280,951)
max-age: ৩২ বৎসর xyxy=(515,292,543,307)
post-name: ট্রেসার xyxy=(409,308,422,313)
post-count: ১ xyxy=(495,172,515,187)
vacancy-row xyxy=(385,232,734,247)
brief-title[interactable]: রামগতিতে মোহাম্মদিয়া সুপার মার্কেটে আগুন xyxy=(120,712,272,722)
conditions-title: শর্তাবলি: xyxy=(384,446,403,452)
serial: ১৫. xyxy=(385,337,407,352)
serial: ১২. xyxy=(385,292,407,307)
pay-scale: (স্কেল-৮২৫০-২০০১০/- (গ্রেড-২০) xyxy=(409,419,475,424)
serial: ২. xyxy=(385,136,407,151)
brief-body: রামগতির আলেকজান্ডার বাজারের মোহাম্মদিয়া সুপার মার্কেটে অগ্নিকাণ্ডের ঘটনা ঘটেছে। এতে নাজার কসমেটিক ও ট্রিকসা ফার্মেসি সম্পূর্ণ পুড়ে যায়। এ সময় আরও একটি দোকান আংশিক ক্ষতিগ্রস্ত হয়েছে। xyxy=(112,724,280,744)
brief-source: খাগড়াছড়ি প্রতিনিধি xyxy=(239,791,280,797)
pay-scale: (স্কেল-৮৫০০-২০৫৭০/- (গ্রেড-১৮) xyxy=(409,344,475,349)
news-photo xyxy=(26,40,372,222)
condition-item: ১০। কর্তৃপক্ষ প্রয়োজনে বিজ্ঞাপিত পদের সংখ্যা হ্রাস/বৃদ্ধি বা বিজ্ঞপ্তি বাতিল করার অধিকার সংরক্ষণ করেন। xyxy=(384,510,573,516)
masthead xyxy=(26,6,372,34)
vacancy-row xyxy=(385,292,734,307)
post xyxy=(407,232,495,247)
serial: ৯. xyxy=(385,247,407,262)
pay-scale: (স্কেল-২২০০০-৫৩০৬০/- (গ্রেড-৯) xyxy=(409,179,475,184)
post-count: ৪ xyxy=(495,397,515,412)
brief-body: চুয়াডাঙ্গায় চিফ জুডিশিয়াল ম্যাজিস্ট্রেট আদালতের ভবন নির্মাণের দাবিতে মঙ্গলবার মানববন্ধন ও স্মারকলিপি দিয়েছেন আইনজীবীরা। জেলা আইনজীবী সমিতির সভাপতির সভাপতিত্বে এতে বক্তব্য দেন সমিতির নেতারা। xyxy=(112,876,280,896)
qualification: ক) মাধ্যমিক সার্টিফিকেট পাস। খ) ফটোকপি মেশিন পরিচালনায় অভিজ্ঞতা। xyxy=(543,337,734,352)
post xyxy=(407,397,495,412)
max-age: ৩২ বৎসর xyxy=(515,172,543,187)
post xyxy=(407,427,495,442)
brief-item xyxy=(112,756,280,799)
vacancy-row xyxy=(385,352,734,367)
facebook-handle[interactable]: DailyJugantor xyxy=(65,26,100,31)
vacancy-row xyxy=(385,322,734,337)
brief-source: ব্রাহ্মণপাড়া (কুমিল্লা) প্রতিনিধি xyxy=(219,639,280,645)
condition-item: ৭। আবেদনপত্রে কোন প্রকার মিথ্যা বা ভুল তথ্য প্রদান করলে প্রার্থীর আবেদন বাতিল করা হবে। xyxy=(384,491,552,497)
brief-title[interactable]: ব্রাহ্মণবাড়িয়ার বাঁশ বাজারের লিজ বাতিলের দাবিতে বিক্ষোভ xyxy=(121,956,271,980)
story-birampur xyxy=(285,518,372,793)
post-name: সহকারী প্রোগ্রামার xyxy=(409,152,443,157)
